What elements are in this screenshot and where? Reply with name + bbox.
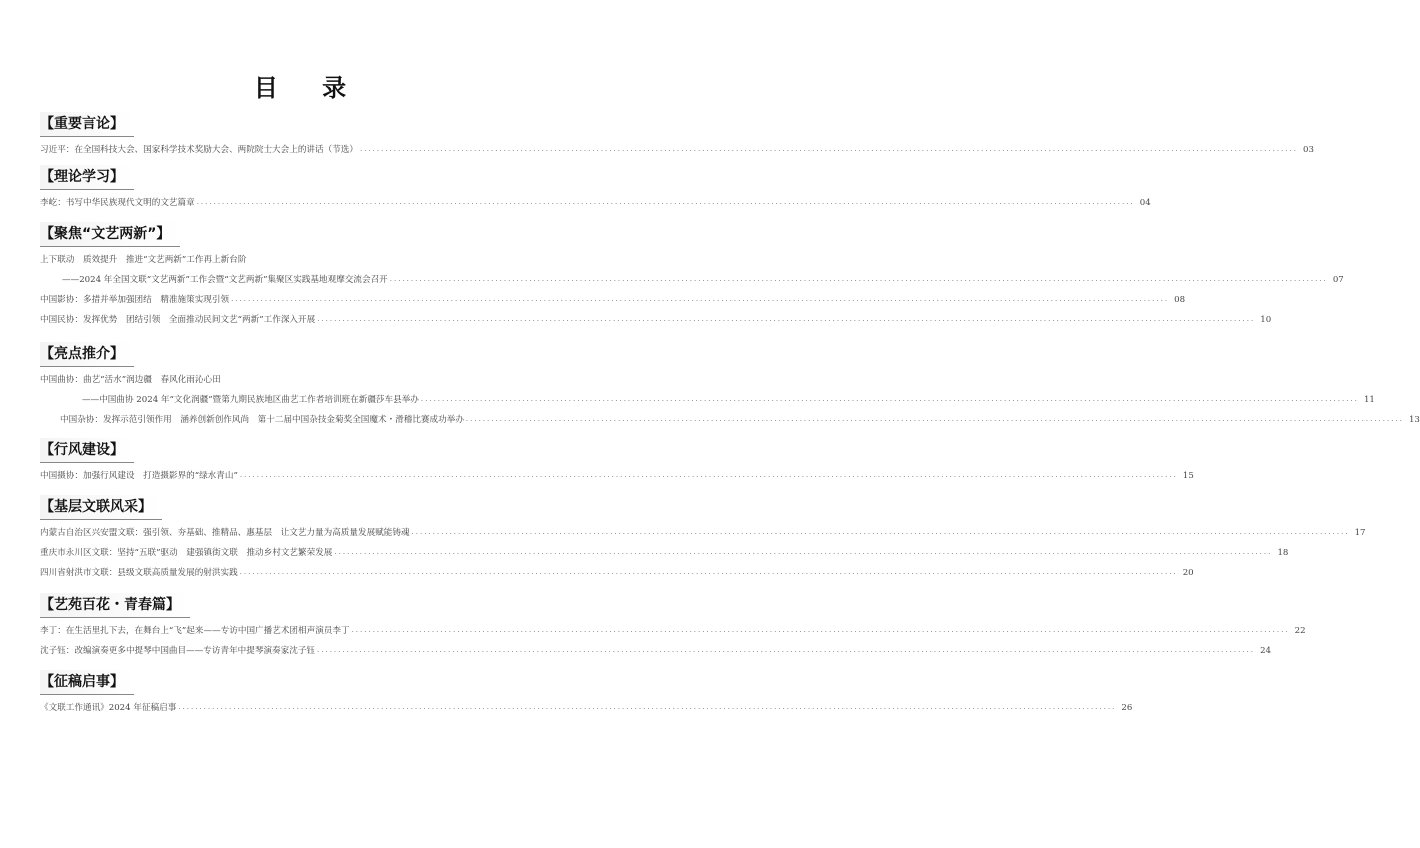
section-heading: 【基层文联风采】 <box>40 495 162 520</box>
entry-title: 中国影协：多措并举加强团结 精准施策实现引领 <box>40 295 230 305</box>
page-number: 04 <box>1139 198 1151 208</box>
entry-lead-title[interactable]: 上下联动 质效提升 推进“文艺两新”工作再上新台阶 <box>40 255 247 265</box>
section-heading: 【艺苑百花・青春篇】 <box>40 593 190 618</box>
section-heading: 【行风建设】 <box>40 438 134 463</box>
entry-title: 内蒙古自治区兴安盟文联：强引领、夯基础、推精品、惠基层 让文艺力量为高质量发展赋能铸魂 <box>40 528 410 538</box>
toc-entry[interactable] <box>40 410 1420 430</box>
page-number: 17 <box>1354 528 1366 538</box>
toc-entry[interactable] <box>40 698 1133 718</box>
dot-leader: .............................................................................................................................................................................................................................. <box>196 198 1135 206</box>
dot-leader: .............................................................................................................................................................................................................................. <box>351 626 1290 634</box>
dot-leader: .............................................................................................................................................................................................................................. <box>239 471 1178 479</box>
toc-entry[interactable] <box>40 466 1194 486</box>
dot-leader: .............................................................................................................................................................................................................................. <box>359 145 1298 153</box>
dot-leader: .............................................................................................................................................................................................................................. <box>465 415 1404 423</box>
toc-entry[interactable] <box>40 270 1344 290</box>
dot-leader: .............................................................................................................................................................................................................................. <box>411 528 1350 536</box>
entry-title: 李屹：书写中华民族现代文明的文艺篇章 <box>40 198 195 208</box>
section-heading: 【征稿启事】 <box>40 670 134 695</box>
dot-leader: .............................................................................................................................................................................................................................. <box>334 548 1273 556</box>
toc-entry[interactable] <box>40 523 1366 543</box>
page-number: 13 <box>1408 415 1420 425</box>
page-title: 目 录 <box>253 74 365 102</box>
toc-section-call-for-papers <box>40 670 1133 718</box>
toc-entry[interactable] <box>40 543 1289 563</box>
toc-entry[interactable] <box>40 563 1194 583</box>
section-heading: 【聚焦“文艺两新”】 <box>40 222 180 247</box>
entry-title: 《文联工作通讯》2024 年征稿启事 <box>40 703 177 713</box>
toc-entry[interactable] <box>40 290 1186 310</box>
toc-entry[interactable] <box>40 390 1375 410</box>
dot-leader: .............................................................................................................................................................................................................................. <box>231 295 1170 303</box>
toc-section-highlights <box>40 342 1420 430</box>
page-number: 11 <box>1363 395 1375 405</box>
entry-title: 沈子钰：改编演奏更多中提琴中国曲目——专访青年中提琴演奏家沈子钰 <box>40 646 316 656</box>
entry-title: 李丁：在生活里扎下去，在舞台上“飞”起来——专访中国广播艺术团相声演员李丁 <box>40 626 350 636</box>
page-number: 24 <box>1260 646 1271 656</box>
toc-section-theory-study <box>40 165 1151 213</box>
dot-leader: .............................................................................................................................................................................................................................. <box>389 275 1328 283</box>
entry-title: ——中国曲协 2024 年“文化润疆”暨第九期民族地区曲艺工作者培训班在新疆莎车县举办 <box>82 395 419 405</box>
page-number: 10 <box>1260 315 1272 325</box>
page-number: 08 <box>1174 295 1186 305</box>
section-heading: 【亮点推介】 <box>40 342 134 367</box>
toc-section-youth-arts <box>40 593 1306 661</box>
page-number: 18 <box>1277 548 1289 558</box>
entry-title: 中国杂协：发挥示范引领作用 涵养创新创作风尚 第十二届中国杂技金菊奖全国魔术・滑稽比赛成功举办 <box>60 415 464 425</box>
entry-title: 中国民协：发挥优势 团结引领 全面推动民间文艺“两新”工作深入开展 <box>40 315 316 325</box>
toc-entry[interactable] <box>40 310 1272 330</box>
toc-section-grassroots <box>40 495 1366 583</box>
entry-lead-title[interactable]: 中国曲协：曲艺“活水”润边疆 春风化雨沁心田 <box>40 375 221 385</box>
page-number: 15 <box>1182 471 1194 481</box>
toc-entry[interactable] <box>40 140 1314 160</box>
page-number: 20 <box>1182 568 1194 578</box>
toc-section-important-speeches <box>40 112 1314 160</box>
toc-section-conduct <box>40 438 1194 486</box>
page-number: 26 <box>1121 703 1133 713</box>
toc-entry[interactable] <box>40 621 1306 641</box>
dot-leader: .............................................................................................................................................................................................................................. <box>317 315 1256 323</box>
toc-entry[interactable] <box>40 193 1151 213</box>
entry-title: 四川省射洪市文联：县级文联高质量发展的射洪实践 <box>40 568 238 578</box>
entry-title: 重庆市永川区文联：坚持“五联”驱动 建强镇街文联 推动乡村文艺繁荣发展 <box>40 548 333 558</box>
entry-title: ——2024 年全国文联“文艺两新”工作会暨“文艺两新”集聚区实践基地观摩交流会召开 <box>62 275 388 285</box>
page-number: 07 <box>1332 275 1344 285</box>
dot-leader: .............................................................................................................................................................................................................................. <box>178 703 1117 711</box>
entry-title: 习近平：在全国科技大会、国家科学技术奖励大会、两院院士大会上的讲话（节选） <box>40 145 358 155</box>
section-heading: 【理论学习】 <box>40 165 134 190</box>
dot-leader: .............................................................................................................................................................................................................................. <box>420 395 1359 403</box>
section-heading: 【重要言论】 <box>40 112 134 137</box>
page-number: 03 <box>1303 145 1314 155</box>
entry-title: 中国摄协：加强行风建设 打造摄影界的“绿水青山” <box>40 471 238 481</box>
toc-entry[interactable] <box>40 641 1271 661</box>
toc-section-focus-two-new <box>40 222 1344 330</box>
dot-leader: .............................................................................................................................................................................................................................. <box>239 568 1178 576</box>
dot-leader: .............................................................................................................................................................................................................................. <box>317 646 1255 654</box>
page-number: 22 <box>1294 626 1306 636</box>
